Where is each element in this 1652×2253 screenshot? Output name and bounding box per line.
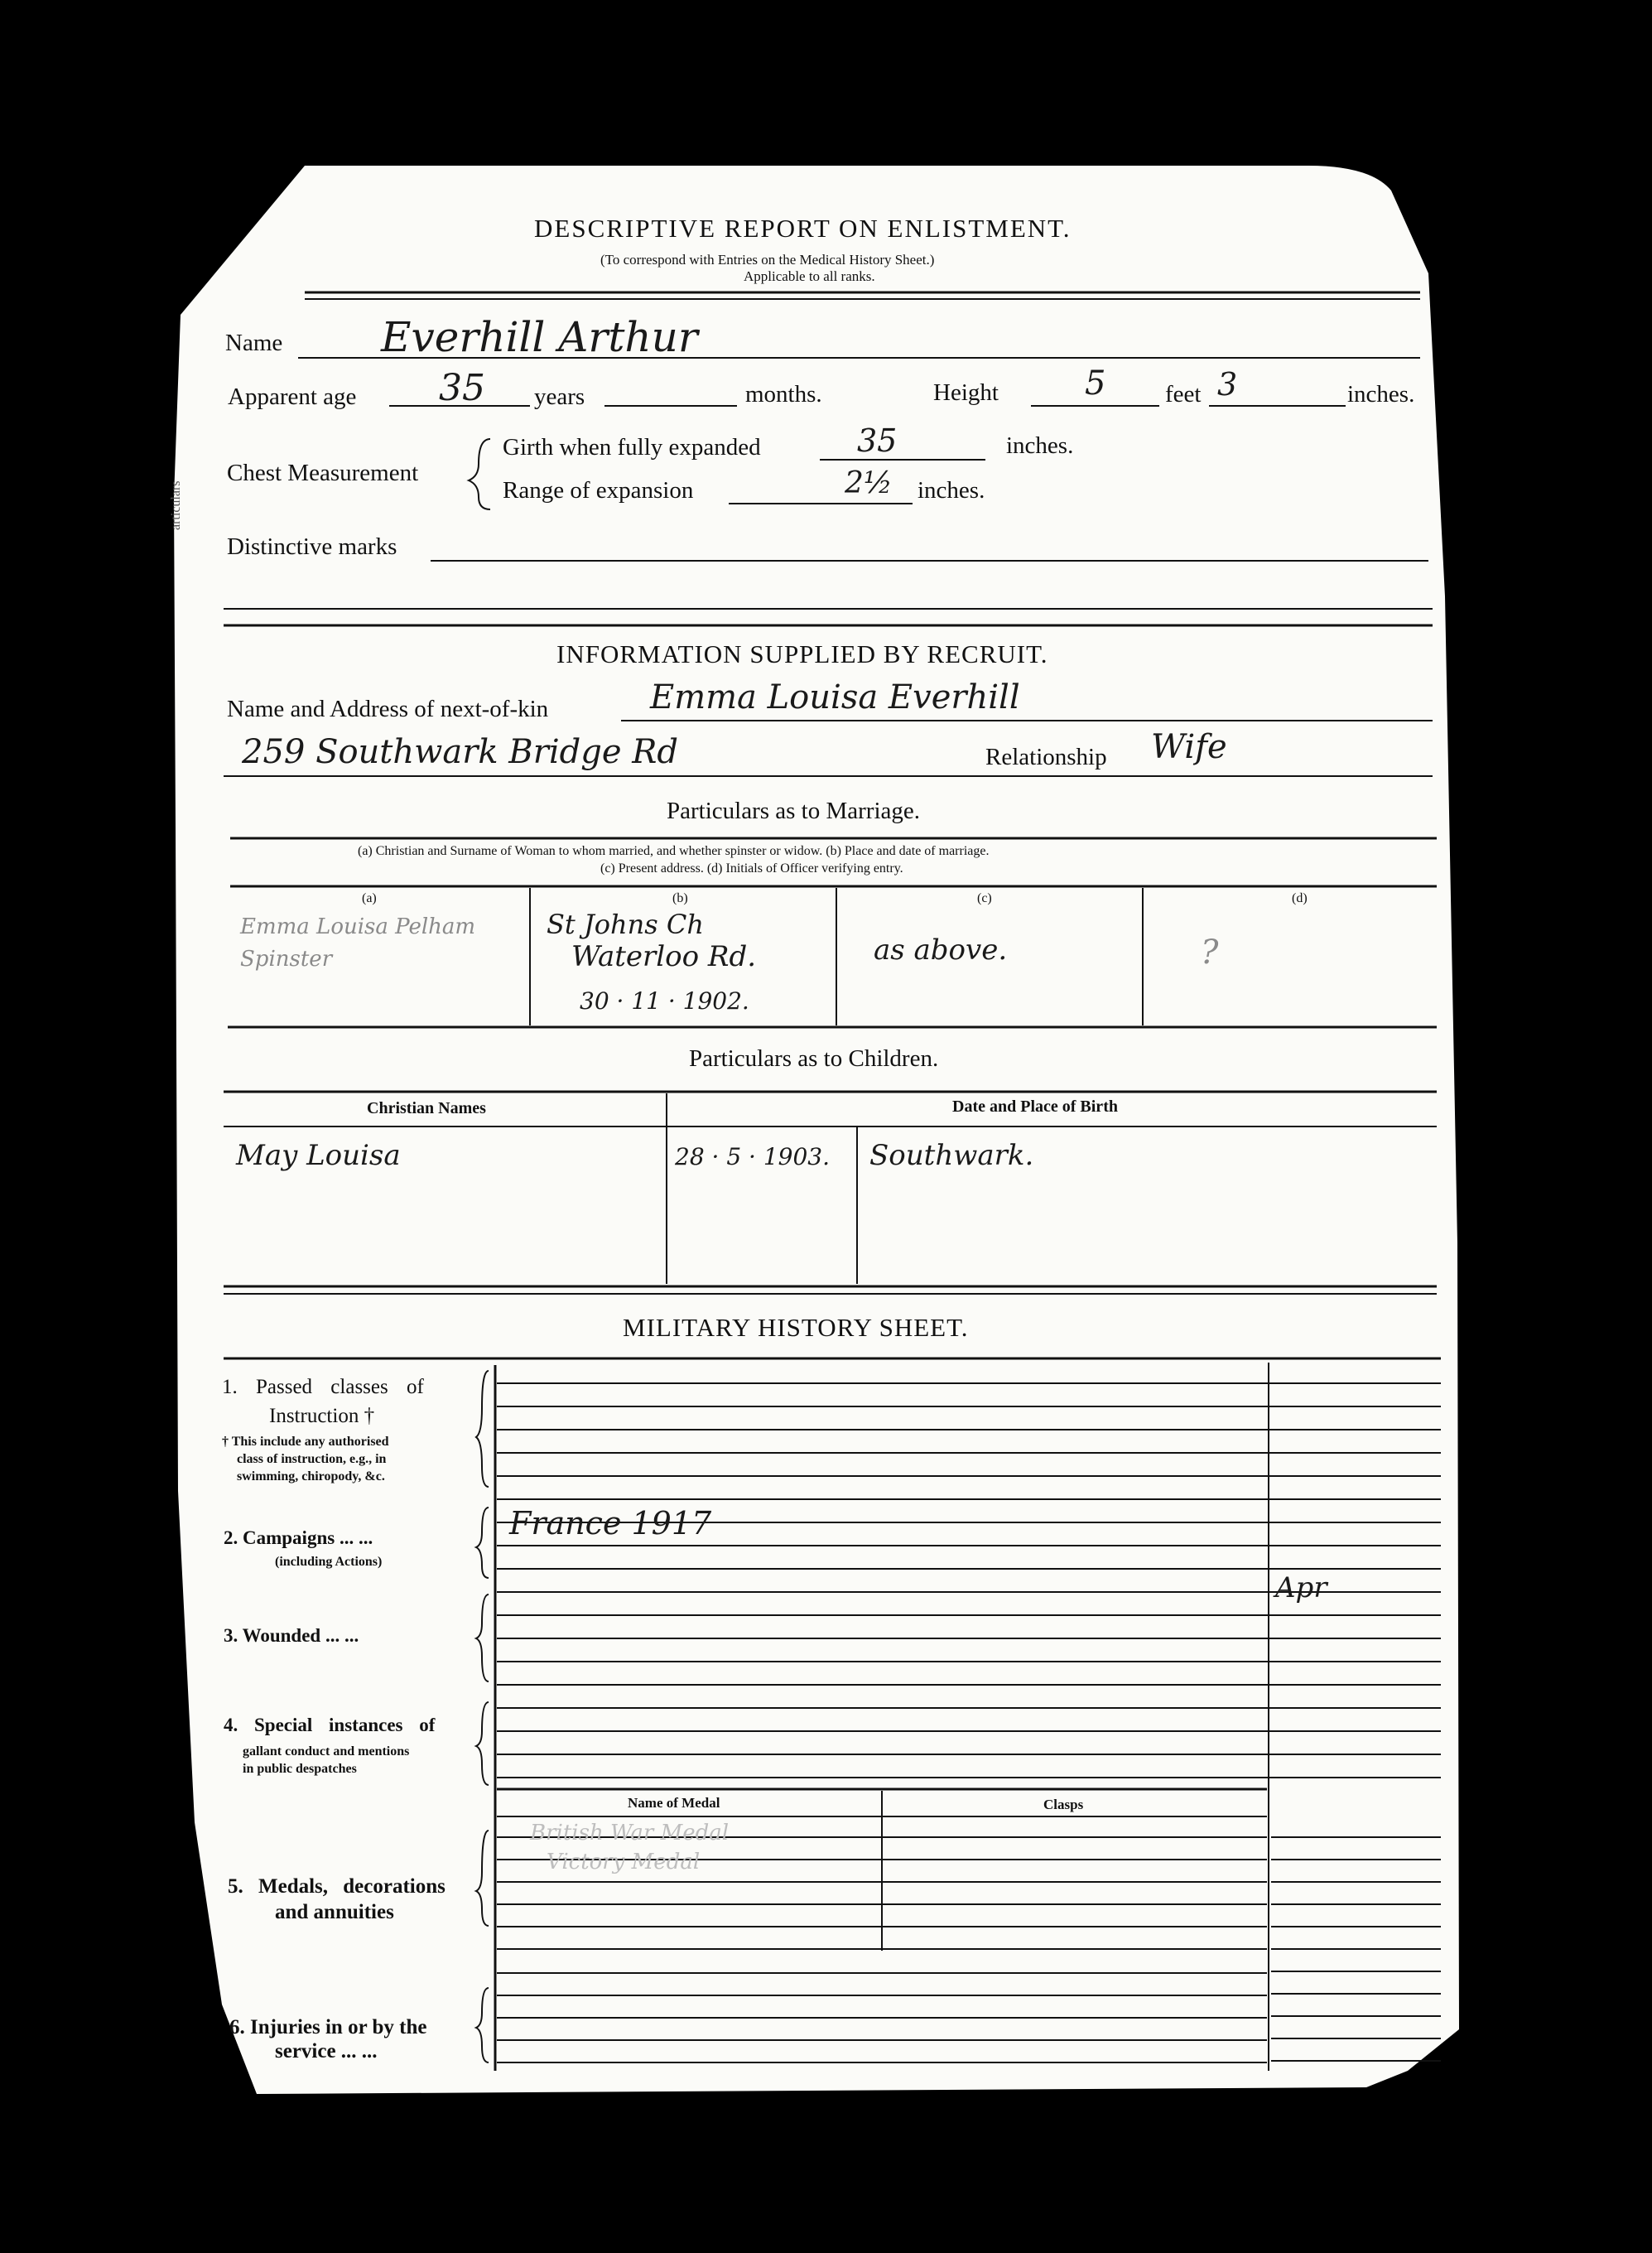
range-unit: inches. [918, 477, 985, 504]
section-1-note-2: class of instruction, e.g., in [237, 1452, 387, 1466]
section-4-sublabel-2: in public despatches [243, 1762, 357, 1776]
section-2-label: 2. Campaigns ... ... [224, 1527, 373, 1548]
years-label: years [534, 384, 585, 410]
document-subtitle: (To correspond with Entries on the Medical History Sheet.) [600, 252, 935, 268]
feet-label: feet [1165, 381, 1202, 408]
document-title: DESCRIPTIVE REPORT ON ENLISTMENT. [534, 214, 1072, 243]
range-value: 2½ [845, 466, 893, 500]
children-col-birth: Date and Place of Birth [952, 1098, 1118, 1116]
marriage-heading: Particulars as to Marriage. [667, 798, 921, 824]
section-2-sublabel: (including Actions) [275, 1555, 383, 1569]
relationship-label: Relationship [985, 744, 1107, 770]
girth-unit: inches. [1006, 432, 1074, 459]
marriage-col-a: (a) [362, 891, 377, 905]
height-label: Height [933, 379, 999, 406]
marriage-col-d: (d) [1292, 891, 1308, 905]
section-4-label: 4. Special instances of [224, 1715, 436, 1735]
document-applicability: Applicable to all ranks. [744, 268, 875, 284]
marriage-a-value: Emma Louisa Pelham Spinster [240, 914, 476, 972]
girth-value: 35 [857, 422, 898, 459]
recruit-info-heading: INFORMATION SUPPLIED BY RECRUIT. [556, 639, 1048, 668]
marriage-d-value: ? [1201, 934, 1219, 972]
range-label: Range of expansion [503, 477, 694, 504]
age-value: 35 [439, 367, 485, 409]
children-col-names: Christian Names [367, 1099, 486, 1117]
apparent-age-label: Apparent age [228, 384, 357, 410]
marriage-col-c: (c) [977, 891, 992, 905]
section-3-label: 3. Wounded ... ... [224, 1625, 359, 1646]
military-history-heading: MILITARY HISTORY SHEET. [623, 1313, 969, 1342]
military-history-rules [497, 1383, 1441, 2062]
section-6-label: 6. Injuries in or by the [229, 2016, 427, 2038]
section-1-note-1: † This include any authorised [222, 1435, 389, 1449]
name-label: Name [225, 330, 283, 356]
medal-faint-entry-2: Victory Medal [547, 1850, 701, 1874]
medal-clasps-col: Clasps [1043, 1797, 1084, 1812]
section-1-sublabel: Instruction † [269, 1405, 375, 1427]
section-1-note-3: swimming, chiropody, &c. [237, 1469, 385, 1484]
girth-label: Girth when fully expanded [503, 434, 761, 461]
marriage-b-line1: St Johns Ch [547, 909, 704, 940]
distinctive-marks-label: Distinctive marks [227, 533, 397, 560]
relationship-value: Wife [1151, 728, 1227, 766]
section-5-sublabel: and annuities [275, 1901, 394, 1923]
child-birth-date: 28 · 5 · 1903. [675, 1143, 831, 1170]
marriage-c-value: as above. [874, 934, 1008, 967]
marriage-note-1: (a) Christian and Surname of Woman to whom married, and whether spinster or widow. (b) Place and date of marriage. [358, 844, 990, 858]
campaigns-side-note: Apr [1275, 1571, 1327, 1604]
inches-label: inches. [1347, 381, 1415, 408]
name-value: Everhill Arthur [381, 313, 698, 361]
marriage-b-date: 30 · 11 · 1902. [580, 987, 749, 1015]
section-4-sublabel-1: gallant conduct and mentions [243, 1744, 410, 1758]
child-birth-place: Southwark. [869, 1139, 1034, 1172]
medal-name-col: Name of Medal [628, 1795, 720, 1811]
inches-value: 3 [1217, 366, 1238, 403]
section-5-label: 5. Medals, decorations [228, 1875, 446, 1898]
marriage-col-b: (b) [672, 891, 688, 905]
section-6-sublabel: service ... ... [275, 2040, 378, 2062]
children-heading: Particulars as to Children. [689, 1045, 939, 1072]
marriage-note-2: (c) Present address. (d) Initials of Officer verifying entry. [600, 861, 903, 876]
months-label: months. [745, 381, 822, 408]
medal-faint-entry-1: British War Medal [530, 1821, 730, 1845]
campaigns-value: France 1917 [509, 1505, 712, 1541]
next-of-kin-label: Name and Address of next-of-kin [227, 696, 549, 722]
marriage-b-line2: Waterloo Rd. [571, 940, 757, 973]
next-of-kin-address: 259 Southwark Bridge Rd [242, 733, 678, 771]
child-name: May Louisa [236, 1139, 401, 1172]
section-1-label: 1. Passed classes of [222, 1376, 424, 1398]
next-of-kin-value: Emma Louisa Everhill [650, 678, 1020, 716]
chest-measurement-label: Chest Measurement [227, 460, 419, 486]
margin-particulars-text: articulars [169, 480, 183, 530]
feet-value: 5 [1085, 364, 1106, 403]
